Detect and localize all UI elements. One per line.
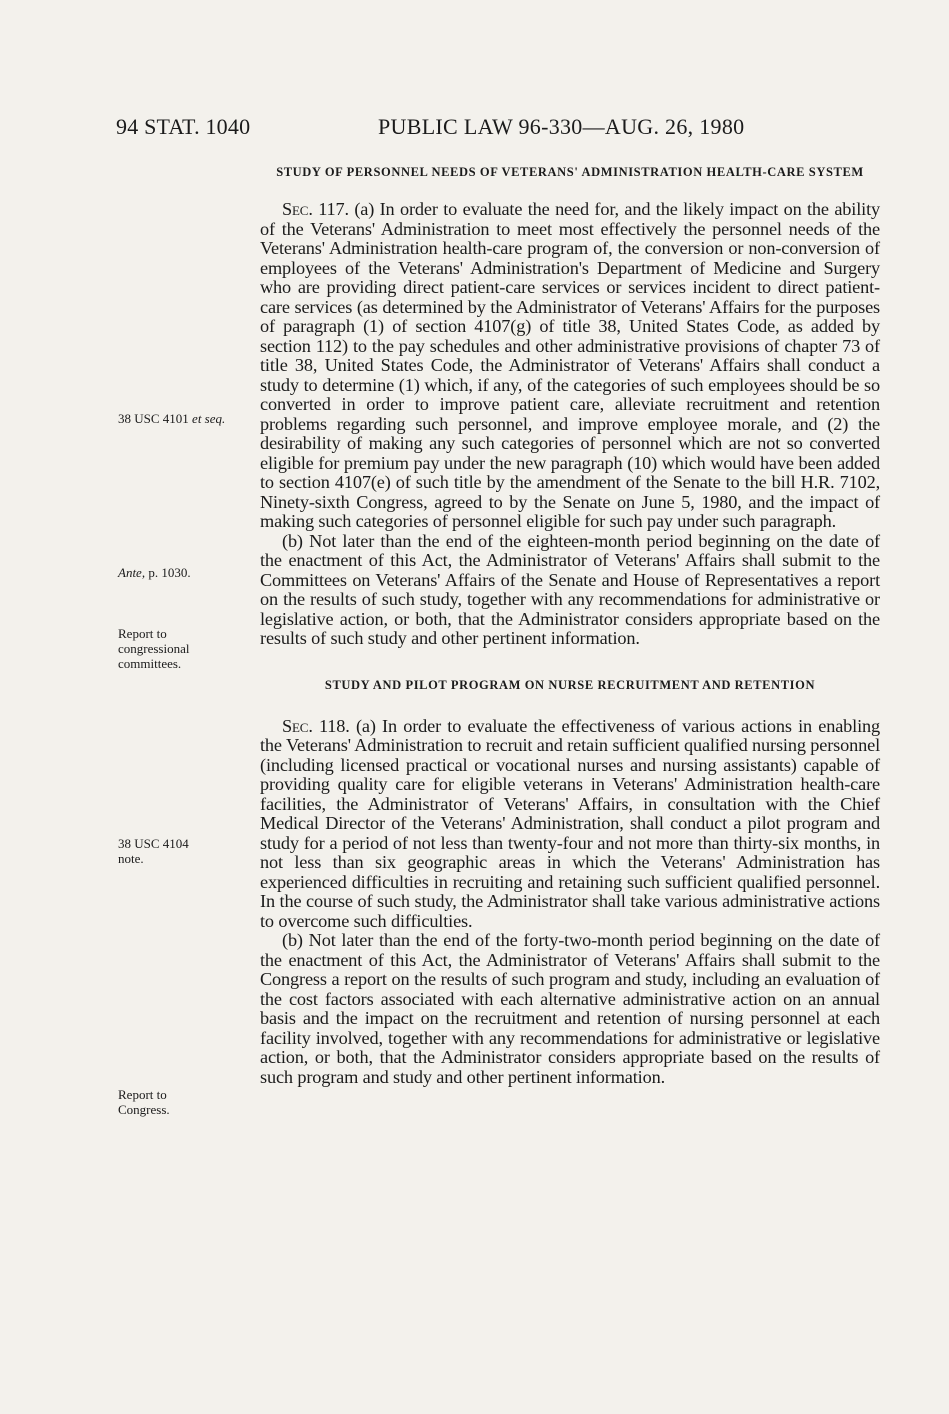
law-title: PUBLIC LAW 96-330—AUG. 26, 1980 bbox=[378, 114, 745, 139]
section-paragraph: (b) Not later than the end of the eighteen-month period beginning on the date of the enactment of this Act, the Administrator of Veterans' Affairs shall submit to the Committees on Veterans' Affairs of the Senate and House of Representatives a report on the results of such study, together with any recommendations for administrative or legislative action, or both, that the Administrator considers appropriate based on the results of such study and other pertinent information. bbox=[260, 530, 880, 648]
margin-note-report-congress: Report to Congress. bbox=[118, 1087, 170, 1117]
margin-note-text: p. 1030. bbox=[145, 565, 191, 580]
section-heading: STUDY AND PILOT PROGRAM ON NURSE RECRUITMENT AND RETENTION bbox=[324, 677, 816, 692]
section-heading: STUDY OF PERSONNEL NEEDS OF VETERANS' ADMINISTRATION HEALTH-CARE SYSTEM bbox=[276, 165, 864, 179]
margin-note-ante bbox=[118, 565, 243, 580]
sec-label: Sec. bbox=[282, 715, 313, 736]
section-paragraph bbox=[260, 200, 880, 532]
margin-note-text: 38 USC 4101 bbox=[118, 411, 193, 426]
page-reference: 94 STAT. 1040 bbox=[116, 114, 251, 139]
paragraph-text: 117. (a) In order to evaluate the need for, and the likely impact on the ability of the Veterans' Administration to meet most effectively the personnel needs of the Veterans' Administration health-care program of, the conversion or non-conversion of employees of the Veterans' Administration's Department of Medicine and Surgery who are providing direct patient-care services or services incident to direct patient-care services (as determined by the Administrator of Veterans' Affairs for the purposes of paragraph (1) of section 4107(g) of title 38, United States Code, as added by section 112) to the pay schedules and other administrative provisions of chapter 73 of title 38, United States Code, the Administrator of Veterans' Affairs shall conduct a study to determine (1) which, if any, of the categories of such employees should be so converted in order to improve patient care, alleviate recruitment and retention problems regarding such personnel, and improve employee morale, and (2) the desirability of making any such categories of personnel which are not so converted eligible for premium pay under the new paragraph (10) which would have been added to section 4107(e) of such title by the amendment of the Senate to the bill H.R. 7102, Ninety-sixth Congress, agreed to by the Senate on June 5, 1980, and the impact of making such categories of personnel eligible for such pay under such paragraph. bbox=[260, 199, 880, 531]
paragraph-text: 118. (a) In order to evaluate the effectiveness of various actions in enabling the Veterans' Administration to recruit and retain sufficient qualified nursing personnel (including licensed practical or vocational nurses and nursing assistants) capable of providing quality care for eligible veterans in Veterans' Administration health-care facilities, the Administrator of Veterans' Affairs, in consultation with the Chief Medical Director of the Veterans' Administration, shall conduct a pilot program and study for a period of not less than twenty-four and not more than thirty-six months, in not less than six geographic areas in which the Veterans' Administration has experienced difficulties in recruiting and retaining such sufficient qualified personnel. In the course of such study, the Administrator shall take various administrative actions to overcome such difficulties. bbox=[260, 715, 880, 931]
sec-label: Sec. bbox=[282, 199, 313, 219]
margin-note-38usc4104: 38 USC 4104 note. bbox=[118, 836, 189, 866]
margin-note-38usc4101 bbox=[118, 411, 243, 426]
main-text bbox=[260, 164, 880, 1087]
margin-note-report-committees: Report to congressional committees. bbox=[118, 626, 190, 671]
margin-note-italic: et seq. bbox=[192, 411, 226, 426]
section-paragraph bbox=[260, 717, 880, 932]
margin-note-italic: Ante, bbox=[118, 565, 146, 580]
section-paragraph: (b) Not later than the end of the forty-two-month period beginning on the date of the enactment of this Act, the Administrator of Veterans' Affairs shall submit to the Congress a report on the results of such program and study, including an evaluation of the cost factors associated with each alternative administrative action on an annual basis and the impact on the recruitment and retention of nursing personnel at each facility involved, together with any recommendations for administrative or legislative action, or both, that the Administrator considers appropriate based on the results of such program and study and other pertinent information. bbox=[260, 930, 880, 1087]
